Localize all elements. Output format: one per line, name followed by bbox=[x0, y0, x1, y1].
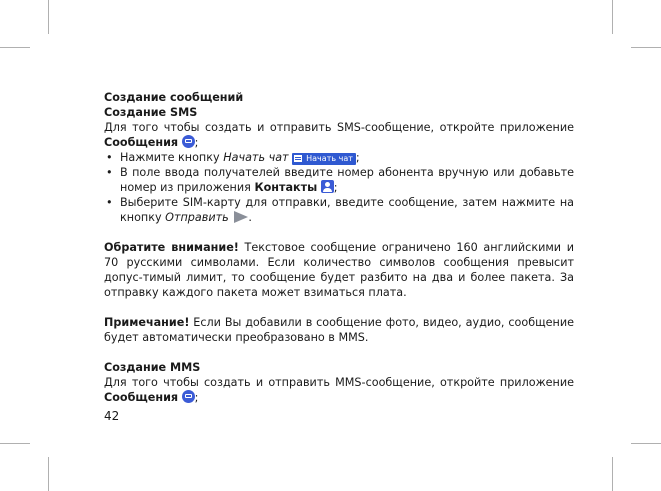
note-text: Если Вы добавили в сообщение фото, видео, аудио, сообщение будет автоматически преобразовано в MMS. bbox=[104, 316, 574, 344]
mms-intro-text: Для того чтобы создать и отправить MMS-сообщение, откройте приложение bbox=[104, 376, 574, 389]
step3-action: Отправить bbox=[165, 211, 229, 224]
sms-intro-app-name: Сообщения bbox=[104, 136, 179, 149]
step2-end: ; bbox=[333, 181, 338, 194]
note-paragraph bbox=[104, 315, 574, 345]
crop-mark-bottom-left-horizontal bbox=[0, 443, 30, 444]
list-item bbox=[104, 165, 574, 195]
step2-text: В поле ввода получателей введите номер абонента вручную или добавьте номер из приложения bbox=[120, 166, 574, 194]
step1-action: Начать чат bbox=[223, 151, 289, 164]
chat-icon bbox=[294, 155, 302, 162]
messages-app-icon bbox=[182, 135, 195, 148]
notice-label: Обратите внимание! bbox=[104, 241, 239, 254]
sms-subtitle: Создание SMS bbox=[104, 106, 198, 119]
mms-intro-end: ; bbox=[194, 391, 199, 404]
step2-app-name: Контакты bbox=[254, 181, 318, 194]
notice-text: Текстовое сообщение ограничено 160 английскими и 70 русскими символами. Если количество символов сообщения превысит допус-тимый лимит, то сообщение будет разбито на два и более пакета. За отправку каждого пакета может взиматься плата. bbox=[104, 241, 574, 299]
messages-app-icon bbox=[182, 390, 195, 403]
note-label: Примечание! bbox=[104, 316, 190, 329]
contacts-app-icon bbox=[321, 180, 334, 193]
mms-intro-app-name: Сообщения bbox=[104, 391, 179, 404]
mms-subtitle: Создание MMS bbox=[104, 361, 201, 374]
page-number: 42 bbox=[104, 409, 120, 423]
step1-text: Нажмите кнопку bbox=[120, 151, 224, 164]
crop-mark-top-left-vertical bbox=[48, 0, 49, 34]
crop-mark-bottom-right-horizontal bbox=[631, 443, 661, 444]
start-chat-button-icon bbox=[292, 153, 356, 165]
step3-text: Выберите SIM-карту для отправки, введите сообщение, затем нажмите на кнопку bbox=[120, 196, 574, 224]
page-content bbox=[104, 90, 574, 405]
list-item bbox=[104, 195, 574, 225]
mms-intro bbox=[104, 375, 574, 405]
crop-mark-top-right-vertical bbox=[612, 0, 613, 34]
crop-mark-top-right-horizontal bbox=[631, 47, 661, 48]
crop-mark-top-left-horizontal bbox=[0, 47, 30, 48]
step3-end: . bbox=[248, 211, 252, 224]
notice-paragraph bbox=[104, 240, 574, 300]
sms-steps-list bbox=[104, 150, 574, 225]
send-icon bbox=[234, 211, 248, 223]
sms-intro bbox=[104, 120, 574, 150]
list-item bbox=[104, 150, 574, 165]
step1-end: ; bbox=[355, 151, 360, 164]
crop-mark-bottom-right-vertical bbox=[612, 457, 613, 491]
sms-intro-end: ; bbox=[194, 136, 199, 149]
sms-intro-text: Для того чтобы создать и отправить SMS-сообщение, откройте приложение bbox=[104, 121, 574, 134]
section-title: Создание сообщений bbox=[104, 91, 244, 104]
crop-mark-bottom-left-vertical bbox=[48, 457, 49, 491]
start-chat-button-label: Начать чат bbox=[306, 153, 353, 163]
